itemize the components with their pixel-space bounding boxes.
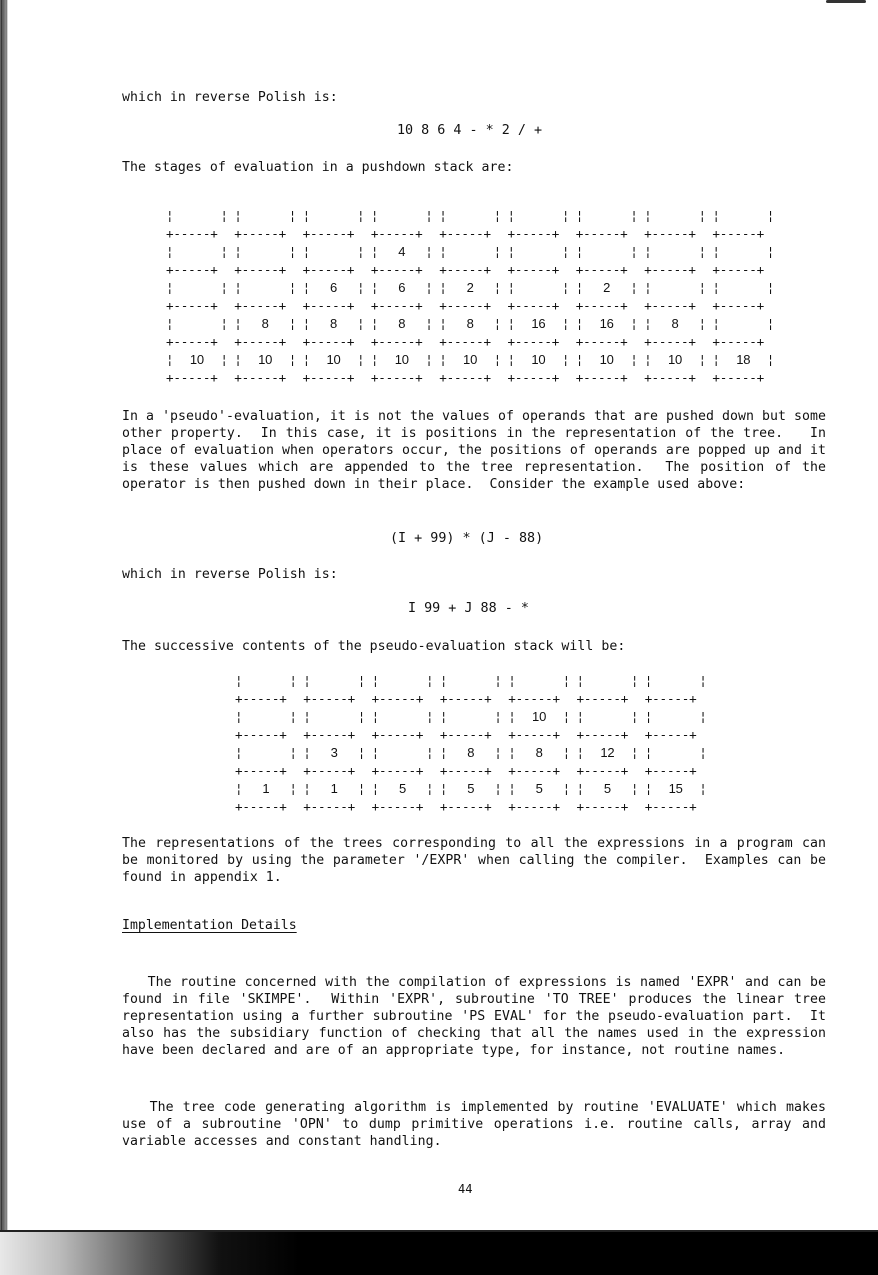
stack-cell: ¦ 8 ¦ <box>370 316 433 331</box>
stack-cell: ¦ 10 ¦ <box>575 352 638 367</box>
stack-cell-border: +-----+ <box>576 727 629 742</box>
stack-cell: ¦ ¦ <box>166 316 228 331</box>
stack-cell: ¦ 8 ¦ <box>439 745 502 760</box>
stack-cell: ¦ ¦ <box>235 673 297 688</box>
stack-cell: ¦ 5 ¦ <box>576 781 639 796</box>
stack-cell: ¦ 8 ¦ <box>234 316 297 331</box>
stack-cell-border: +-----+ <box>370 334 423 349</box>
stack-cell: ¦ ¦ <box>644 244 706 259</box>
stack-cell-value: 10 <box>667 352 683 367</box>
stack-cell: ¦ ¦ <box>644 280 706 295</box>
rpn-expression-2: I 99 + J 88 - * <box>408 601 529 616</box>
stack-cell-value: 12 <box>600 745 615 760</box>
stack-cell-border: +-----+ <box>439 727 492 742</box>
stack-cell: ¦ ¦ <box>166 280 228 295</box>
stack-cell-border: +-----+ <box>644 691 697 706</box>
stack-cell: ¦ 4 ¦ <box>370 244 433 259</box>
stack-cell-border: +-----+ <box>508 691 560 706</box>
infix-expression: (I + 99) * (J - 88) <box>390 531 544 546</box>
stack-cell: ¦ 2 ¦ <box>575 280 638 295</box>
stack-cell: ¦ 16 ¦ <box>507 316 570 331</box>
stack-cell-border: +-----+ <box>166 298 218 313</box>
stack-cell-value: 1 <box>262 781 270 796</box>
stack-cell-border: +-----+ <box>439 763 492 778</box>
stack-cell: ¦ ¦ <box>712 244 775 259</box>
stack-cell-value: 6 <box>398 280 406 295</box>
stack-cell: ¦ 10 ¦ <box>439 352 501 367</box>
successive-line: The successive contents of the pseudo-evaluation stack will be: <box>122 639 626 654</box>
stack-cell: ¦ 10 ¦ <box>507 352 570 367</box>
stack-cell-border: +-----+ <box>302 298 355 313</box>
stack-cell: ¦ ¦ <box>575 244 638 259</box>
stack-cell-border: +-----+ <box>644 370 696 385</box>
stack-cell-value: 8 <box>261 316 269 331</box>
stack-column <box>508 207 570 387</box>
stack-cell: ¦ ¦ <box>508 673 570 688</box>
stack-cell-border: +-----+ <box>371 799 424 814</box>
stack-cell-value: 8 <box>535 745 543 760</box>
stack-column <box>712 207 774 387</box>
stack-cell-value: 6 <box>329 280 337 295</box>
stack-column <box>440 672 502 816</box>
stack-cell: ¦ ¦ <box>370 208 433 223</box>
stack-column <box>303 207 365 387</box>
stack-cell-value: 10 <box>532 709 547 724</box>
stack-cell-border: +-----+ <box>575 370 628 385</box>
stack-cell-border: +-----+ <box>439 334 491 349</box>
stack-cell-border: +-----+ <box>644 799 697 814</box>
stack-cell-value: 2 <box>603 280 611 295</box>
intro-line-2: which in reverse Polish is: <box>122 567 338 582</box>
stack-cell-border: +-----+ <box>439 298 491 313</box>
stack-cell-border: +-----+ <box>302 334 355 349</box>
stack-cell-border: +-----+ <box>712 226 765 241</box>
stack-cell-border: +-----+ <box>712 334 765 349</box>
stack-cell-border: +-----+ <box>439 370 491 385</box>
stack-cell-value: 10 <box>599 352 614 367</box>
stack-cell-value: 16 <box>531 316 546 331</box>
stack-evaluation-table <box>166 207 786 387</box>
stack-cell: ¦ 5 ¦ <box>508 781 570 796</box>
stack-cell: ¦ ¦ <box>644 673 707 688</box>
stack-cell: ¦ ¦ <box>644 709 707 724</box>
intro-line-1: which in reverse Polish is: <box>122 90 338 105</box>
stack-cell: ¦ 10 ¦ <box>508 709 570 724</box>
stack-cell-border: +-----+ <box>575 298 628 313</box>
stack-cell-border: +-----+ <box>439 226 491 241</box>
stack-cell-value: 10 <box>394 352 409 367</box>
stack-cell-border: +-----+ <box>234 226 286 241</box>
stack-cell-value: 3 <box>330 745 338 760</box>
stack-cell: ¦ 10 ¦ <box>644 352 706 367</box>
stack-cell-border: +-----+ <box>576 799 629 814</box>
stack-cell-value: 10 <box>189 352 204 367</box>
scanned-page-left-edge <box>0 0 8 1232</box>
stack-cell: ¦ 10 ¦ <box>370 352 433 367</box>
stack-cell: ¦ 5 ¦ <box>439 781 502 796</box>
stack-cell-value: 10 <box>258 352 273 367</box>
stack-cell-border: +-----+ <box>302 226 355 241</box>
stages-line: The stages of evaluation in a pushdown stack are: <box>122 160 514 175</box>
stack-cell-border: +-----+ <box>303 727 355 742</box>
stack-cell-border: +-----+ <box>644 763 697 778</box>
stack-cell: ¦ ¦ <box>234 208 297 223</box>
stack-cell-value: 8 <box>329 316 337 331</box>
stack-cell-value: 8 <box>671 316 679 331</box>
stack-cell: ¦ ¦ <box>439 673 502 688</box>
rpn-expression-1: 10 8 6 4 - * 2 / + <box>397 123 543 138</box>
stack-column <box>371 207 433 387</box>
stack-cell-value: 10 <box>463 352 478 367</box>
stack-cell: ¦ ¦ <box>235 709 297 724</box>
stack-cell-border: +-----+ <box>303 691 355 706</box>
stack-cell: ¦ ¦ <box>712 208 775 223</box>
stack-cell-value: 2 <box>466 280 474 295</box>
stack-cell: ¦ 8 ¦ <box>439 316 501 331</box>
stack-cell: ¦ 1 ¦ <box>303 781 366 796</box>
stack-cell-border: +-----+ <box>575 226 628 241</box>
stack-cell-border: +-----+ <box>302 262 355 277</box>
stack-cell: ¦ ¦ <box>439 244 501 259</box>
stack-cell: ¦ 10 ¦ <box>302 352 365 367</box>
stack-cell: ¦ 8 ¦ <box>508 745 570 760</box>
stack-cell-border: +-----+ <box>235 691 287 706</box>
stack-cell-border: +-----+ <box>439 691 492 706</box>
stack-cell: ¦ ¦ <box>234 244 297 259</box>
stack-cell: ¦ 2 ¦ <box>439 280 501 295</box>
stack-cell-border: +-----+ <box>371 691 424 706</box>
stack-cell-value: 4 <box>398 244 406 259</box>
stack-cell-border: +-----+ <box>235 763 287 778</box>
stack-cell: ¦ ¦ <box>576 709 639 724</box>
stack-cell: ¦ 5 ¦ <box>371 781 434 796</box>
stack-cell: ¦ 18 ¦ <box>712 352 775 367</box>
stack-cell: ¦ 8 ¦ <box>302 316 365 331</box>
stack-cell-value: 5 <box>467 781 475 796</box>
stack-cell-border: +-----+ <box>507 226 560 241</box>
stack-cell-border: +-----+ <box>644 727 697 742</box>
stack-cell-border: +-----+ <box>508 727 560 742</box>
stack-cell: ¦ 12 ¦ <box>576 745 639 760</box>
stack-cell: ¦ ¦ <box>439 709 502 724</box>
stack-column <box>166 207 228 387</box>
stack-cell: ¦ ¦ <box>507 280 570 295</box>
stack-cell-border: +-----+ <box>576 691 629 706</box>
pseudo-evaluation-stack-table <box>235 672 715 816</box>
stack-cell-border: +-----+ <box>235 799 287 814</box>
stack-cell-value: 8 <box>398 316 406 331</box>
stack-cell-border: +-----+ <box>370 298 423 313</box>
stack-cell-border: +-----+ <box>575 334 628 349</box>
stack-cell: ¦ ¦ <box>371 745 434 760</box>
stack-cell: ¦ ¦ <box>576 673 639 688</box>
stack-cell-border: +-----+ <box>712 298 765 313</box>
stack-cell-value: 18 <box>736 352 751 367</box>
stack-cell-border: +-----+ <box>166 262 218 277</box>
stack-cell: ¦ 3 ¦ <box>303 745 366 760</box>
stack-cell: ¦ ¦ <box>303 709 366 724</box>
stack-cell: ¦ 16 ¦ <box>575 316 638 331</box>
stack-cell-border: +-----+ <box>644 334 696 349</box>
stack-cell: ¦ ¦ <box>507 208 570 223</box>
stack-cell-border: +-----+ <box>644 262 696 277</box>
stack-column <box>645 672 707 816</box>
stack-cell-border: +-----+ <box>370 370 423 385</box>
paragraph-pseudo-evaluation: In a 'pseudo'-evaluation, it is not the values of operands that are pushed down but some other property. In this case, it is positions in the representation of the tree. In place of evaluation when operators occur, the positions of operands are popped up and it is these values which are appended to the tree representation. The position of the operator is then pushed down in their place. Consider the example used above: <box>122 409 834 492</box>
stack-cell: ¦ 6 ¦ <box>302 280 365 295</box>
stack-cell-border: +-----+ <box>303 799 355 814</box>
stack-cell-border: +-----+ <box>303 763 355 778</box>
stack-cell-border: +-----+ <box>370 226 423 241</box>
stack-cell-border: +-----+ <box>234 298 286 313</box>
stack-cell-border: +-----+ <box>166 370 218 385</box>
stack-cell-border: +-----+ <box>576 763 629 778</box>
scanner-shadow <box>0 1232 878 1275</box>
stack-cell: ¦ 6 ¦ <box>370 280 433 295</box>
stack-cell: ¦ 15 ¦ <box>644 781 707 796</box>
stack-cell-border: +-----+ <box>371 727 424 742</box>
stack-cell: ¦ ¦ <box>712 280 775 295</box>
stack-cell-border: +-----+ <box>507 262 560 277</box>
stack-cell-border: +-----+ <box>507 298 560 313</box>
stack-cell-value: 1 <box>330 781 338 796</box>
stack-cell: ¦ 10 ¦ <box>166 352 228 367</box>
stack-column <box>577 672 639 816</box>
stack-cell-border: +-----+ <box>166 334 218 349</box>
stack-cell: ¦ ¦ <box>712 316 775 331</box>
stack-cell: ¦ ¦ <box>303 673 366 688</box>
stack-cell: ¦ 1 ¦ <box>235 781 297 796</box>
stack-cell-border: +-----+ <box>644 226 696 241</box>
stack-cell-border: +-----+ <box>371 763 424 778</box>
stack-cell: ¦ ¦ <box>371 673 434 688</box>
stack-cell: ¦ ¦ <box>166 208 228 223</box>
stack-cell: ¦ ¦ <box>644 745 707 760</box>
stack-cell-border: +-----+ <box>234 370 286 385</box>
stack-column <box>234 207 296 387</box>
stack-column <box>372 672 434 816</box>
stack-cell-value: 8 <box>467 745 475 760</box>
stack-column <box>508 672 570 816</box>
paragraph-routine: The routine concerned with the compilation of expressions is named 'EXPR' and can be found in file 'SKIMPE'. Within 'EXPR', subroutine 'TO TREE' produces the linear tree representation using a further subroutine 'PS EVAL' for the pseudo-evaluation part. It also has the subsidiary function of checking that all the names used in the expression have been declared and are of an appropriate type, for instance, not routine names. <box>122 975 834 1058</box>
stack-cell: ¦ ¦ <box>302 208 365 223</box>
stack-column <box>303 672 365 816</box>
stack-column <box>576 207 638 387</box>
stack-column <box>644 207 706 387</box>
stack-cell-value: 5 <box>603 781 611 796</box>
stack-cell: ¦ ¦ <box>166 244 228 259</box>
stack-cell-value: 15 <box>668 781 683 796</box>
stack-cell-border: +-----+ <box>166 226 218 241</box>
stack-cell-value: 10 <box>531 352 546 367</box>
stack-cell: ¦ ¦ <box>507 244 570 259</box>
stack-cell: ¦ 8 ¦ <box>644 316 706 331</box>
stack-cell: ¦ ¦ <box>439 208 501 223</box>
scan-mark <box>826 0 866 3</box>
stack-cell-border: +-----+ <box>439 262 491 277</box>
stack-cell-border: +-----+ <box>507 334 560 349</box>
stack-cell: ¦ 10 ¦ <box>234 352 297 367</box>
stack-cell-border: +-----+ <box>575 262 628 277</box>
stack-cell-value: 8 <box>466 316 474 331</box>
stack-cell-border: +-----+ <box>439 799 492 814</box>
stack-cell: ¦ ¦ <box>575 208 638 223</box>
stack-cell-border: +-----+ <box>370 262 423 277</box>
stack-cell: ¦ ¦ <box>371 709 434 724</box>
stack-cell-value: 5 <box>398 781 406 796</box>
stack-cell-border: +-----+ <box>508 799 560 814</box>
stack-cell: ¦ ¦ <box>235 745 297 760</box>
stack-cell-value: 10 <box>326 352 341 367</box>
paragraph-representations: The representations of the trees corresponding to all the expressions in a program can be monitored by using the parameter '/EXPR' when calling the compiler. Examples can be found in appendix 1. <box>122 836 834 885</box>
stack-cell-border: +-----+ <box>507 370 560 385</box>
stack-column <box>235 672 297 816</box>
stack-cell-border: +-----+ <box>234 334 286 349</box>
stack-cell: ¦ ¦ <box>644 208 706 223</box>
stack-column <box>439 207 501 387</box>
section-heading-implementation-details: Implementation Details <box>122 918 297 933</box>
page-number: 44 <box>458 1182 473 1196</box>
stack-cell-border: +-----+ <box>508 763 560 778</box>
stack-cell-border: +-----+ <box>302 370 355 385</box>
stack-cell-border: +-----+ <box>234 262 286 277</box>
stack-cell-border: +-----+ <box>712 262 765 277</box>
stack-cell: ¦ ¦ <box>234 280 297 295</box>
stack-cell-value: 5 <box>535 781 543 796</box>
stack-cell-border: +-----+ <box>235 727 287 742</box>
stack-cell-border: +-----+ <box>644 298 696 313</box>
paragraph-tree-code: The tree code generating algorithm is implemented by routine 'EVALUATE' which makes use of a subroutine 'OPN' to dump primitive operations i.e. routine calls, array and variable accesses and constant handling. <box>122 1100 834 1149</box>
stack-cell-value: 16 <box>599 316 614 331</box>
stack-cell: ¦ ¦ <box>302 244 365 259</box>
stack-cell-border: +-----+ <box>712 370 765 385</box>
